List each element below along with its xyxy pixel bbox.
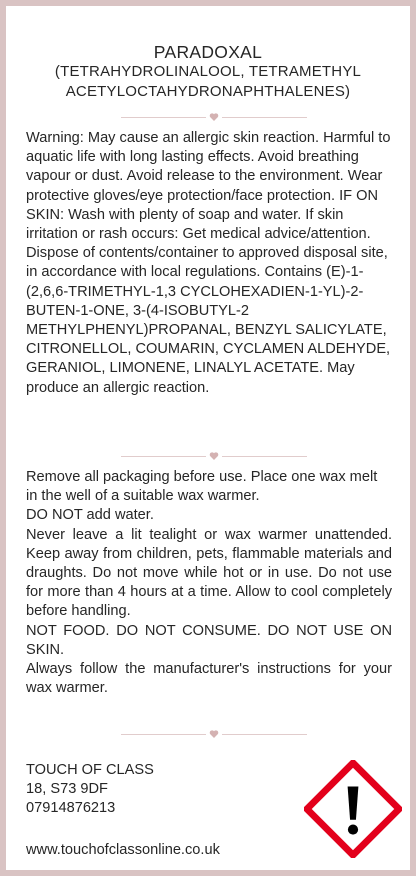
company-name: TOUCH OF CLASS xyxy=(26,762,154,778)
ingredients-line-2: ACETYLOCTAHYDRONAPHTHALENES) xyxy=(65,83,351,100)
heart-icon xyxy=(209,451,219,461)
usage-paragraph-manufacturer: Always follow the manufacturer's instructions for your wax warmer. xyxy=(26,661,392,697)
divider-3 xyxy=(121,729,307,739)
ingredients-line-1: (TETRAHYDROLINALOOL, TETRAMETHYL xyxy=(54,63,362,80)
company-address: 18, S73 9DF xyxy=(26,781,108,798)
company-contact xyxy=(26,761,154,819)
company-phone: 07914876213 xyxy=(26,800,116,817)
usage-paragraph-water: DO NOT add water. xyxy=(26,507,154,524)
usage-paragraph-not-food: NOT FOOD. DO NOT CONSUME. DO NOT USE ON SKIN. xyxy=(26,622,392,658)
hazard-warning-text: Warning: May cause an allergic skin reaction. Harmful to aquatic life with long lasting effects. Avoid breathing vapour or dust. Avoid release to the environment. Wear protective gloves/eye protection/face protection. IF ON SKIN: Wash with plenty of soap and water. If skin irritation or rash occurs: Get medical advice/attention. Dispose of contents/container to approved disposal site, in accordance with local regulations. Contains (E)-1-(2,6,6-TRIMETHYL-1,3 CYCLOHEXADIEN-1-YL)-2-BUTEN-1-ONE, 3-(4-ISOBUTYL-2 METHYLPHENYL)PROPANAL, BENZYL SALICYLATE, CITRONELLOL, COUMARIN, CYCLAMEN ALDEHYDE, GERANIOL, LIMONENE, LINALYL ACETATE. May produce an allergic reaction. xyxy=(26,130,391,396)
ingredients-subtitle xyxy=(20,62,396,102)
divider-1 xyxy=(121,112,307,122)
product-name: PARADOXAL xyxy=(153,42,263,62)
usage-paragraph-packaging: Remove all packaging before use. Place one wax melt in the well of a suitable wax warmer. xyxy=(26,469,378,505)
usage-instructions xyxy=(26,468,392,698)
divider-2 xyxy=(121,451,307,461)
usage-paragraph-safety: Never leave a lit tealight or wax warmer unattended. Keep away from children, pets, flammable materials and draughts. Do not move while hot or in use. Do not use for more than 4 hours at a time. Allow to cool completely before handling. xyxy=(26,526,392,620)
heart-icon xyxy=(209,112,219,122)
company-website: www.touchofclassonline.co.uk xyxy=(26,842,220,858)
exclamation-mark-hazard-icon xyxy=(304,760,402,858)
heart-icon xyxy=(209,729,219,739)
